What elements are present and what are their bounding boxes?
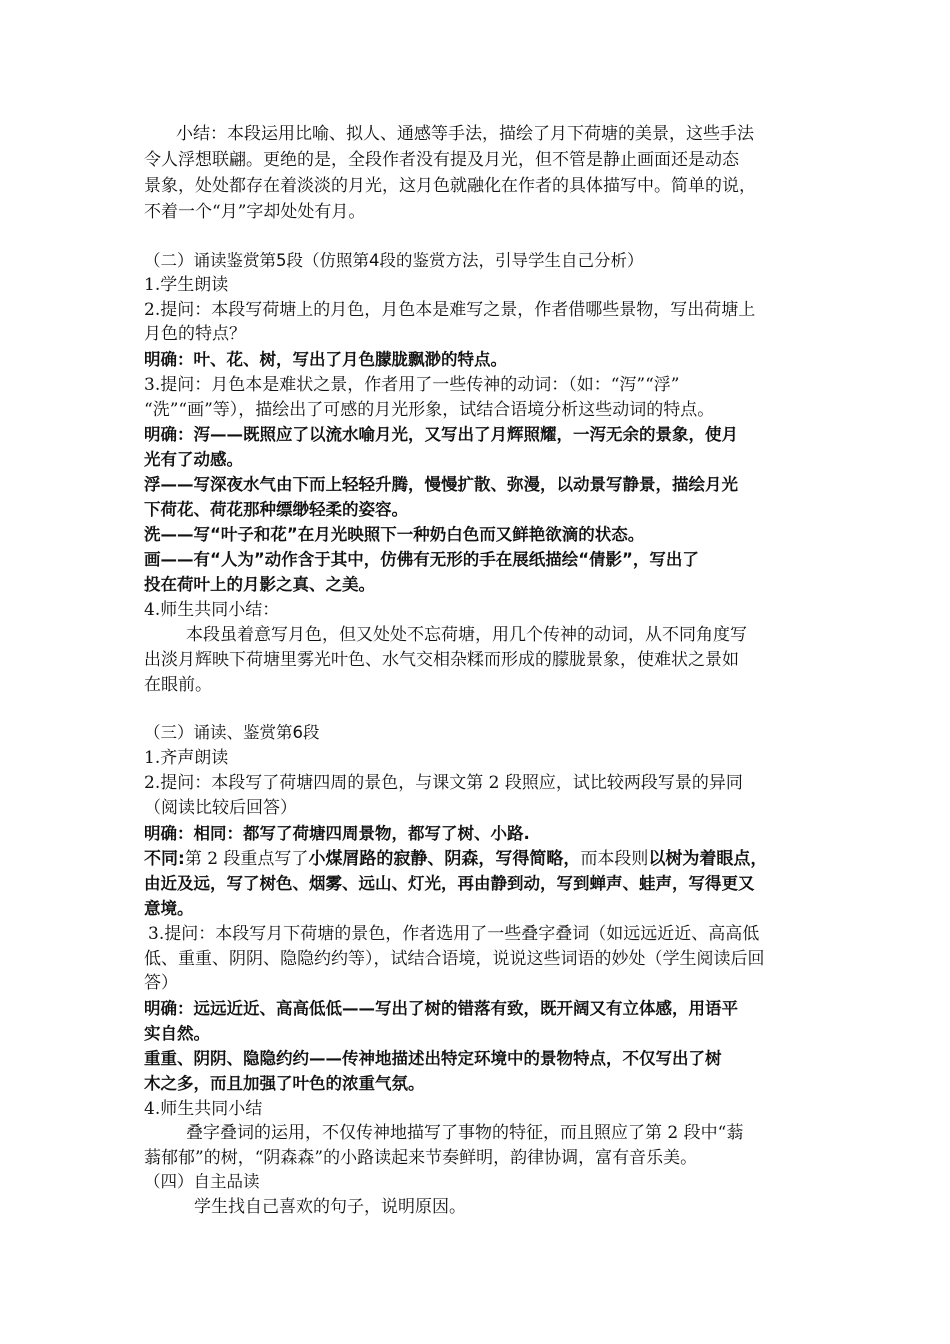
section-3-question-3-line-2: 低、重重、阴阴、隐隐约约等），试结合语境，说说这些词语的妙处（学生阅读后回 bbox=[144, 949, 765, 969]
section-3-answer-3-line-2: 实自然。 bbox=[144, 1024, 210, 1043]
section-3-question-2-line-1: 2.提问：本段写了荷塘四周的景色，与课文第 2 段照应，试比较两段写景的异同 bbox=[144, 773, 743, 793]
summary-line-3: 景象，处处都存在着淡淡的月光，这月色就融化在作者的具体描写中。简单的说， bbox=[144, 176, 756, 196]
section-3-question-2-line-2: （阅读比较后回答） bbox=[144, 798, 297, 818]
section-3-question-3-line-3: 答） bbox=[144, 973, 178, 993]
section-3-question-3-line-1: 3.提问：本段写月下荷塘的景色，作者选用了一些叠字叠词（如远远近近、高高低 bbox=[148, 924, 760, 944]
section-2-answer-3-line-7: 投在荷叶上的月影之真、之美。 bbox=[144, 575, 375, 594]
summary-line-1: 小结：本段运用比喻、拟人、通感等手法，描绘了月下荷塘的美景，这些手法 bbox=[176, 124, 754, 144]
section-2-question-2-line-1: 2.提问：本段写荷塘上的月色，月色本是难写之景，作者借哪些景物，写出荷塘上 bbox=[144, 300, 756, 320]
section-3-item-1: 1.齐声朗读 bbox=[144, 748, 229, 768]
section-4-body: 学生找自己喜欢的句子，说明原因。 bbox=[194, 1197, 466, 1217]
section-2-heading: （二）诵读鉴赏第5段（仿照第4段的鉴赏方法，引导学生自己分析） bbox=[144, 251, 644, 270]
section-3-answer-3-line-1: 明确：远远近近、高高低低——写出了树的错落有致，既开阔又有立体感，用语平 bbox=[144, 999, 738, 1018]
section-2-answer-2: 明确：叶、花、树，写出了月色朦胧飘渺的特点。 bbox=[144, 350, 507, 369]
section-2-summary-line-2: 出淡月辉映下荷塘里雾光叶色、水气交相杂糅而形成的朦胧景象，使难状之景如 bbox=[144, 650, 739, 670]
section-2-summary-line-3: 在眼前。 bbox=[144, 675, 212, 695]
section-2-question-2-line-2: 月色的特点？ bbox=[144, 324, 246, 344]
section-3-answer-3-line-3: 重重、阴阴、隐隐约约——传神地描述出特定环境中的景物特点，不仅写出了树 bbox=[144, 1049, 722, 1068]
section-3-item-4: 4.师生共同小结 bbox=[144, 1099, 263, 1119]
section-2-answer-3-line-5: 洗——写“叶子和花”在月光映照下一种奶白色而又鲜艳欲滴的状态。 bbox=[144, 525, 645, 544]
section-3-answer-2-line-2: 不同:第 2 段重点写了小煤屑路的寂静、阴森，写得简略，而本段则以树为着眼点， bbox=[144, 849, 768, 869]
section-2-summary-line-1: 本段虽着意写月色，但又处处不忘荷塘，用几个传神的动词，从不同角度写 bbox=[186, 625, 747, 645]
section-3-answer-2-line-3: 由近及远，写了树色、烟雾、远山、灯光，再由静到动，写到蝉声、蛙声，写得更又 bbox=[144, 874, 755, 893]
summary-line-4: 不着一个“月”字却处处有月。 bbox=[144, 202, 366, 222]
section-2-question-3-line-1: 3.提问：月色本是难状之景，作者用了一些传神的动词：（如：“泻”“浮” bbox=[144, 375, 680, 395]
section-2-answer-3-line-1: 明确：泻——既照应了以流水喻月光，又写出了月辉照耀，一泻无余的景象，使月 bbox=[144, 425, 738, 444]
section-2-question-3-line-2: “洗”“画”等），描绘出了可感的月光形象，试结合语境分析这些动词的特点。 bbox=[144, 400, 715, 420]
section-3-summary-line-2: 蓊郁郁”的树，“阴森森”的小路读起来节奏鲜明，韵律协调，富有音乐美。 bbox=[144, 1148, 698, 1168]
section-3-answer-2-line-1: 明确：相同：都写了荷塘四周景物，都写了树、小路. bbox=[144, 824, 530, 843]
section-2-answer-3-line-3: 浮——写深夜水气由下而上轻轻升腾，慢慢扩散、弥漫，以动景写静景，描绘月光 bbox=[144, 475, 738, 494]
section-2-item-1: 1.学生朗读 bbox=[144, 275, 229, 295]
section-4-heading: （四）自主品读 bbox=[144, 1172, 260, 1191]
section-3-heading: （三）诵读、鉴赏第6段 bbox=[144, 723, 320, 742]
summary-line-2: 令人浮想联翩。更绝的是，全段作者没有提及月光，但不管是静止画面还是动态 bbox=[144, 150, 739, 170]
section-2-answer-3-line-6: 画——有“人为”动作含于其中，仿佛有无形的手在展纸描绘“倩影”，写出了 bbox=[144, 550, 699, 569]
section-2-answer-3-line-2: 光有了动感。 bbox=[144, 450, 243, 469]
section-3-answer-2-line-4: 意境。 bbox=[144, 899, 194, 918]
section-2-answer-3-line-4: 下荷花、荷花那种缥缈轻柔的姿容。 bbox=[144, 500, 408, 519]
section-2-item-4: 4.师生共同小结： bbox=[144, 600, 280, 620]
section-3-summary-line-1: 叠字叠词的运用，不仅传神地描写了事物的特征，而且照应了第 2 段中“蓊 bbox=[186, 1123, 744, 1143]
section-3-answer-3-line-4: 木之多，而且加强了叶色的浓重气氛。 bbox=[144, 1074, 425, 1093]
